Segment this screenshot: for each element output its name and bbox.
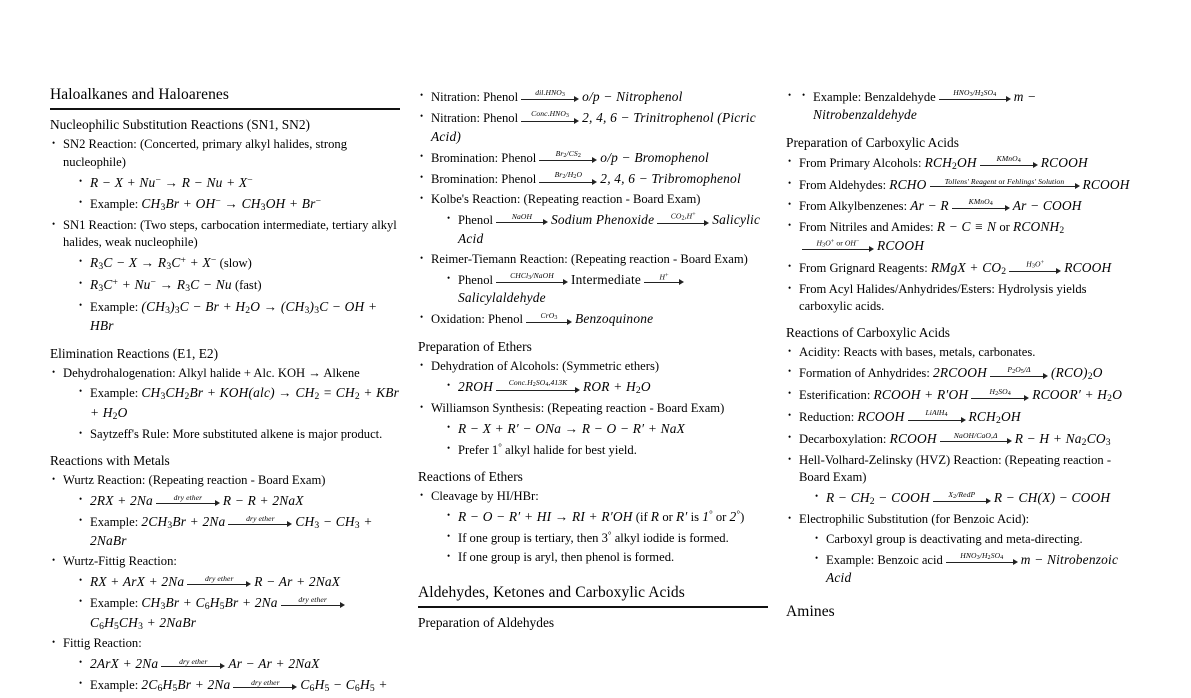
subheading-reactions-with-metals: Reactions with Metals xyxy=(50,453,170,469)
formula: Salicylic Acid xyxy=(458,211,761,246)
list-nucleophilic-substitution xyxy=(50,136,400,335)
formula: m − Nitrobenzoic Acid xyxy=(826,551,1119,586)
item-label: Example: xyxy=(90,514,139,529)
formula: RMgX + $CO_2$ xyxy=(930,259,1007,277)
item-label: From Nitriles and Amides: xyxy=(799,219,934,234)
sublist xyxy=(445,211,768,248)
subheading-reactions-of-ethers: Reactions of Ethers xyxy=(418,468,523,484)
formula: o/p − Nitrophenol xyxy=(582,88,683,104)
list-item xyxy=(786,364,1136,383)
arrow-shaft xyxy=(526,322,572,329)
formula: $C_6H_5 - C_6H_5$ + xyxy=(300,677,388,695)
list-item xyxy=(50,472,400,551)
list-preparation-ethers xyxy=(418,358,768,459)
section-heading-amines: Amines xyxy=(786,602,835,620)
sublist xyxy=(445,271,768,308)
reaction-arrow xyxy=(187,575,251,591)
sublist xyxy=(445,508,768,567)
item-text: Dehydration of Alcohols: (Symmetric ethers) xyxy=(431,359,660,374)
list-item xyxy=(418,251,768,308)
arrow-label: NaOH/CaO,Δ xyxy=(953,431,998,441)
item-label: Bromination: Phenol xyxy=(431,171,537,186)
arrow-label: $X_2$/RedP xyxy=(948,489,976,500)
arrow-label: dry ether xyxy=(251,677,280,687)
subheading-elimination: Elimination Reactions (E1, E2) xyxy=(50,345,219,361)
formula: $(CH_3)_3C - Br + H_2O \to (CH_3)_3C$ − OH + HBr xyxy=(90,298,378,334)
item-label: Example: Benzoic acid xyxy=(826,552,943,567)
arrow-shaft xyxy=(187,584,251,591)
reaction-arrow xyxy=(521,89,579,106)
list-item xyxy=(786,154,1136,173)
arrow-shaft xyxy=(233,687,297,694)
item-label: Example: xyxy=(90,196,139,211)
arrow-shaft xyxy=(644,282,684,289)
reaction-arrow xyxy=(657,212,709,230)
formula: Intermediate xyxy=(570,271,642,287)
reaction-arrow xyxy=(990,366,1048,383)
formula: Ar − Ar + 2NaX xyxy=(228,656,320,672)
reaction-arrow xyxy=(930,178,1080,194)
formula: 2ROH xyxy=(458,379,494,395)
item-label: Esterification: xyxy=(799,388,871,403)
item-label: Example: xyxy=(90,386,139,401)
list-item xyxy=(50,217,400,336)
list-item xyxy=(786,452,1136,509)
arrow-label: $HNO_3/H_2SO_4$ xyxy=(953,87,997,99)
list-item xyxy=(786,197,1136,216)
formula: $RCONH_2$ xyxy=(1012,218,1065,236)
item-label: Phenol xyxy=(458,272,493,287)
item-text: SN2 Reaction: (Concerted, primary alkyl halides, strong nucleophile) xyxy=(63,137,347,169)
item-text: Cleavage by HI/HBr: xyxy=(431,488,539,503)
list-item xyxy=(77,254,400,273)
section-heading-aldehydes: Aldehydes, Ketones and Carboxylic Acids xyxy=(418,583,768,608)
note: (slow) xyxy=(219,255,252,270)
formula: RCOOH xyxy=(1082,176,1130,192)
list-item xyxy=(77,195,400,214)
list-item xyxy=(786,281,1136,316)
subheading-preparation-carboxylic-acids: Preparation of Carboxylic Acids xyxy=(786,134,959,150)
formula: RCOOH xyxy=(1040,154,1088,170)
sublist xyxy=(445,420,768,459)
arrow-label: $H_3O^+$ or OH− xyxy=(816,237,860,249)
arrow-label: dry ether xyxy=(205,574,234,584)
formula: Benzoquinone xyxy=(575,311,654,327)
sublist xyxy=(77,174,400,215)
reaction-arrow xyxy=(940,432,1012,448)
item-text-pre: If one group is tertiary, then 3 xyxy=(458,530,608,545)
arrow-shaft xyxy=(952,208,1010,215)
arrow-label: CHCl$_3$/NaOH xyxy=(510,271,554,282)
sublist xyxy=(77,655,400,695)
list-item xyxy=(786,259,1136,278)
list-item xyxy=(786,176,1136,195)
arrow-shaft xyxy=(539,182,597,189)
arrow-label: dry ether xyxy=(246,514,275,524)
formula: 2, 4, 6 − Trinitrophenol (Picric Acid) xyxy=(431,109,756,144)
item-label: Example: xyxy=(90,596,139,611)
item-label: Nitration: Phenol xyxy=(431,110,519,125)
reaction-arrow xyxy=(980,155,1038,172)
arrow-shaft xyxy=(980,165,1038,172)
list-item xyxy=(77,298,400,336)
arrow-shaft xyxy=(496,222,548,229)
note: (fast) xyxy=(234,277,262,292)
sublist xyxy=(800,88,1136,125)
reaction-arrow xyxy=(539,171,597,188)
reaction-arrow xyxy=(281,596,345,612)
list-item xyxy=(800,88,1136,125)
reaction-arrow xyxy=(952,198,1010,215)
list-item xyxy=(50,553,400,633)
column-3 xyxy=(786,85,1136,628)
list-item xyxy=(77,492,400,511)
formula: Sodium Phenoxide xyxy=(550,211,655,227)
arrow-label: $Conc.H_2SO_4,413K$ xyxy=(508,378,568,389)
arrow-shaft xyxy=(496,390,580,397)
section-heading-haloalkanes: Haloalkanes and Haloarenes xyxy=(50,85,400,110)
list-item xyxy=(445,529,768,547)
arrow-shaft xyxy=(971,398,1029,405)
list-item xyxy=(445,508,768,527)
formula: $CH_3CH_2Br + KOH(alc) \to CH_2 = CH_2$ + KBr + $H_2O$ xyxy=(90,385,400,422)
list-item xyxy=(445,378,768,397)
subheading-nucleophilic-substitution: Nucleophilic Substitution Reactions (SN1, SN2) xyxy=(50,117,310,133)
arrow-label: KMnO$_4$ xyxy=(996,154,1021,165)
arrow-label: dry ether xyxy=(179,656,208,666)
list-item xyxy=(786,386,1136,405)
formula: R − CH(X) − COOH xyxy=(993,490,1111,506)
list-item xyxy=(50,365,400,444)
arrow-label: $Br_2/H_2O$ xyxy=(554,170,583,181)
list-item xyxy=(418,149,768,168)
note: (if R or R′ is 1° or 2°) xyxy=(635,508,745,524)
formula: 2RX + 2Na xyxy=(90,492,153,508)
formula: 2, 4, 6 − Tribromophenol xyxy=(600,170,741,186)
arrow-label: $H_2SO_4$ xyxy=(989,386,1011,397)
reaction-arrow xyxy=(526,312,572,329)
arrow-shaft xyxy=(940,441,1012,448)
reaction-arrow xyxy=(539,150,597,167)
list-item xyxy=(418,191,768,248)
item-label: From Alkylbenzenes: xyxy=(799,198,908,213)
list-item xyxy=(418,88,768,107)
item-text-post: alkyl iodide is formed. xyxy=(614,530,729,545)
arrow-label: KMnO$_4$ xyxy=(968,197,993,208)
formula: RCOOR′ + $H_2O$ xyxy=(1032,387,1123,405)
arrow-shaft xyxy=(908,420,966,427)
reaction-arrow xyxy=(1009,260,1061,278)
degree-symbol: ° xyxy=(498,441,502,452)
list-metals xyxy=(50,472,400,696)
column-1 xyxy=(50,85,400,698)
formula: RCOOH xyxy=(877,238,925,254)
list-item xyxy=(50,136,400,214)
degree-symbol: ° xyxy=(607,529,612,540)
formula: $C_6H_5CH_3$ + 2NaBr xyxy=(90,614,197,632)
arrow-shaft xyxy=(933,501,991,508)
arrow-shaft xyxy=(281,605,345,612)
formula: Ar − COOH xyxy=(1012,197,1082,213)
sublist xyxy=(77,384,400,443)
formula: RX + ArX + 2Na xyxy=(90,574,185,590)
conjunction: or xyxy=(999,219,1010,234)
subheading-preparation-of-aldehydes: Preparation of Aldehydes xyxy=(418,615,555,631)
reaction-arrow xyxy=(908,409,966,426)
list-item xyxy=(786,88,1136,125)
list-item xyxy=(77,426,400,443)
formula: RCHO xyxy=(889,176,927,192)
item-text: Acidity: Reacts with bases, metals, carbonates. xyxy=(799,345,1036,360)
arrow-shaft xyxy=(521,99,579,106)
arrow-shaft xyxy=(156,503,220,510)
formula: R − X + Nu− → R − Nu + X− xyxy=(90,174,253,190)
item-label: From Grignard Reagents: xyxy=(799,260,928,275)
formula: RCOOH + R′OH xyxy=(873,387,969,403)
list-preparation-carboxylic xyxy=(786,154,1136,316)
list-elimination xyxy=(50,365,400,444)
item-label: Decarboxylation: xyxy=(799,431,887,446)
arrow-label: $H_3O^+$ xyxy=(1026,259,1045,270)
formula: m − Nitrobenzaldehyde xyxy=(813,88,1037,123)
formula: 2RCOOH xyxy=(932,365,988,381)
list-item xyxy=(50,635,400,695)
reaction-arrow xyxy=(496,379,580,396)
reaction-arrow xyxy=(971,388,1029,405)
list-item xyxy=(786,408,1136,427)
sublist xyxy=(77,492,400,551)
reaction-arrow xyxy=(644,273,684,289)
list-item xyxy=(786,511,1136,588)
item-label: From Aldehydes: xyxy=(799,177,887,192)
list-item xyxy=(786,430,1136,449)
formula: R − R + 2NaX xyxy=(222,492,304,508)
sublist xyxy=(77,254,400,336)
item-text: Saytzeff's Rule: More substituted alkene is major product. xyxy=(90,426,383,441)
reaction-arrow xyxy=(161,658,225,674)
reaction-arrow xyxy=(933,491,991,508)
reaction-arrow xyxy=(228,515,292,531)
item-text: Wurtz-Fittig Reaction: xyxy=(63,554,177,569)
item-text: Electrophilic Substitution (for Benzoic Acid): xyxy=(799,511,1030,526)
reaction-arrow xyxy=(156,494,220,510)
list-item xyxy=(445,549,768,566)
formula: $R_3C^+ + Nu^- \to R_3C - Nu$ xyxy=(90,276,232,294)
item-label: Reduction: xyxy=(799,409,855,424)
list-item xyxy=(418,310,768,329)
list-item xyxy=(786,344,1136,361)
sublist xyxy=(77,573,400,633)
list-item xyxy=(445,441,768,459)
formula: RCOOH xyxy=(889,430,937,446)
item-text: Fittig Reaction: xyxy=(63,636,142,651)
sublist xyxy=(445,378,768,397)
formula: $RCH_2OH$ xyxy=(968,408,1021,427)
sublist xyxy=(813,531,1136,588)
item-label: From Primary Alcohols: xyxy=(799,155,922,170)
subheading-preparation-of-ethers: Preparation of Ethers xyxy=(418,339,532,355)
item-label: Nitration: Phenol xyxy=(431,89,519,104)
arrow-shaft xyxy=(1009,271,1061,278)
list-item xyxy=(77,573,400,592)
list-item xyxy=(77,655,400,674)
item-label: Example: Benzaldehyde xyxy=(813,89,936,104)
item-text: Dehydrohalogenation: Alkyl halide + Alc. KOH → Alkene xyxy=(63,365,360,380)
reaction-arrow xyxy=(496,213,548,229)
reaction-arrow xyxy=(946,552,1018,569)
formula: $R - CH_2$ − COOH xyxy=(826,490,930,508)
formula: 2ArX + 2Na xyxy=(90,656,159,672)
formula: R − C ≡ N xyxy=(936,218,997,234)
item-label: Example: xyxy=(90,299,139,314)
formula: $2C_6H_5Br + 2Na$ xyxy=(141,677,231,695)
item-label: Phenol xyxy=(458,212,493,227)
formula: $R_3C - X \to R_3C^+ + X^-$ xyxy=(90,254,217,272)
list-item xyxy=(77,513,400,551)
arrow-shaft xyxy=(496,282,568,289)
list-item xyxy=(813,551,1136,588)
list-item xyxy=(445,271,768,308)
arrow-label: $Conc.HNO_3$ xyxy=(531,109,570,120)
list-item xyxy=(418,170,768,189)
item-text: Carboxyl group is deactivating and meta-directing. xyxy=(826,531,1083,546)
formula: R − O − R′ + HI → RI + R′OH xyxy=(458,508,633,524)
arrow-label: LiAlH$_4$ xyxy=(925,408,948,419)
arrow-shaft xyxy=(930,186,1080,193)
list-item xyxy=(77,276,400,295)
list-item xyxy=(77,594,400,633)
list-item xyxy=(786,218,1136,256)
list-reactions-ethers xyxy=(418,488,768,567)
arrow-label: dry ether xyxy=(298,595,327,605)
arrow-shaft xyxy=(539,160,597,167)
reaction-arrow xyxy=(939,89,1011,106)
formula: $CH_3Br + C_6H_5Br + 2Na$ xyxy=(141,595,278,613)
formula: RCOOH xyxy=(857,408,905,424)
formula: RCOOH xyxy=(1064,259,1112,275)
item-label: Example: xyxy=(90,678,139,693)
list-item xyxy=(445,420,768,439)
arrow-shaft xyxy=(802,249,874,256)
arrow-label: Tollens′ Reagent or Fehlings′ Solution xyxy=(944,176,1065,186)
arrow-label: $dil.HNO_3$ xyxy=(535,87,565,99)
formula: $CH_3 - CH_3$ + 2NaBr xyxy=(90,513,373,549)
item-text xyxy=(458,531,729,545)
formula: R − Ar + 2NaX xyxy=(254,574,341,590)
arrow-shaft xyxy=(161,666,225,673)
list-item xyxy=(418,488,768,567)
item-text: Reimer-Tiemann Reaction: (Repeating reaction - Board Exam) xyxy=(431,251,748,266)
item-text: If one group is aryl, then phenol is formed. xyxy=(458,550,675,565)
formula: R − X + R′ − ONa → R − O − R′ + NaX xyxy=(458,420,686,436)
item-text xyxy=(458,443,637,457)
item-label: Oxidation: Phenol xyxy=(431,312,523,327)
item-label: Bromination: Phenol xyxy=(431,150,537,165)
reaction-arrow xyxy=(521,110,579,127)
arrow-label: $HNO_3/H_2SO_4$ xyxy=(960,551,1004,562)
item-text: SN1 Reaction: (Two steps, carbocation intermediate, tertiary alkyl halides, weak nucleophile) xyxy=(63,217,397,249)
arrow-label: $Br_2/CS_2$ xyxy=(555,148,581,160)
arrow-label: H+ xyxy=(659,272,669,282)
item-text-pre: Prefer 1 xyxy=(458,442,499,457)
arrow-shaft xyxy=(990,376,1048,383)
formula: Salicylaldehyde xyxy=(458,290,546,306)
item-text: Williamson Synthesis: (Repeating reaction - Board Exam) xyxy=(431,400,725,415)
arrow-label: dry ether xyxy=(173,493,203,503)
sublist xyxy=(813,489,1136,508)
formula: $(RCO)_2O$ xyxy=(1051,365,1103,383)
arrow-label: $P_2O_5/\Delta$ xyxy=(1007,364,1031,375)
arrow-label: CrO$_3$ xyxy=(540,310,558,322)
item-text: Wurtz Reaction: (Repeating reaction - Board Exam) xyxy=(63,473,326,488)
list-item xyxy=(813,489,1136,508)
reaction-arrow xyxy=(233,679,297,695)
list-item xyxy=(77,384,400,423)
list-item xyxy=(77,676,400,695)
formula: $2CH_3Br + 2Na$ xyxy=(141,513,226,531)
item-label: Formation of Anhydrides: xyxy=(799,366,930,381)
arrow-shaft xyxy=(228,524,292,531)
list-phenol-reactions xyxy=(418,88,768,330)
list-aldehyde-example xyxy=(786,88,1136,125)
list-item xyxy=(77,174,400,193)
list-item xyxy=(813,531,1136,548)
formula: $RCH_2OH$ xyxy=(924,154,977,172)
arrow-shaft xyxy=(946,562,1018,569)
arrow-shaft xyxy=(939,99,1011,106)
formula: $R - H + Na_2CO_3$ xyxy=(1014,430,1111,448)
arrow-shaft xyxy=(657,223,709,230)
arrow-label: $CO_2,H^+$ xyxy=(670,211,696,222)
list-reactions-carboxylic xyxy=(786,344,1136,588)
reaction-arrow xyxy=(802,239,874,257)
arrow-label: NaOH xyxy=(511,212,533,222)
reaction-arrow xyxy=(496,272,568,289)
list-item xyxy=(418,358,768,397)
arrow-shaft xyxy=(521,121,579,128)
list-item xyxy=(418,400,768,459)
formula: o/p − Bromophenol xyxy=(600,149,709,165)
item-text: Kolbe's Reaction: (Repeating reaction - Board Exam) xyxy=(431,192,701,206)
column-2 xyxy=(418,85,768,634)
list-item xyxy=(445,211,768,248)
item-text: From Acyl Halides/Anhydrides/Esters: Hydrolysis yields carboxylic acids. xyxy=(799,281,1087,313)
formula: Ar − R xyxy=(910,197,949,213)
item-text: Hell-Volhard-Zelinsky (HVZ) Reaction: (Repeating reaction - Board Exam) xyxy=(799,452,1112,485)
formula: ROR + $H_2O$ xyxy=(583,379,651,397)
item-text-post: alkyl halide for best yield. xyxy=(505,442,637,457)
subheading-reactions-carboxylic-acids: Reactions of Carboxylic Acids xyxy=(786,325,951,341)
list-item xyxy=(418,109,768,146)
formula: $CH_3Br + OH^- \to CH_3OH + Br^-$ xyxy=(141,195,322,213)
